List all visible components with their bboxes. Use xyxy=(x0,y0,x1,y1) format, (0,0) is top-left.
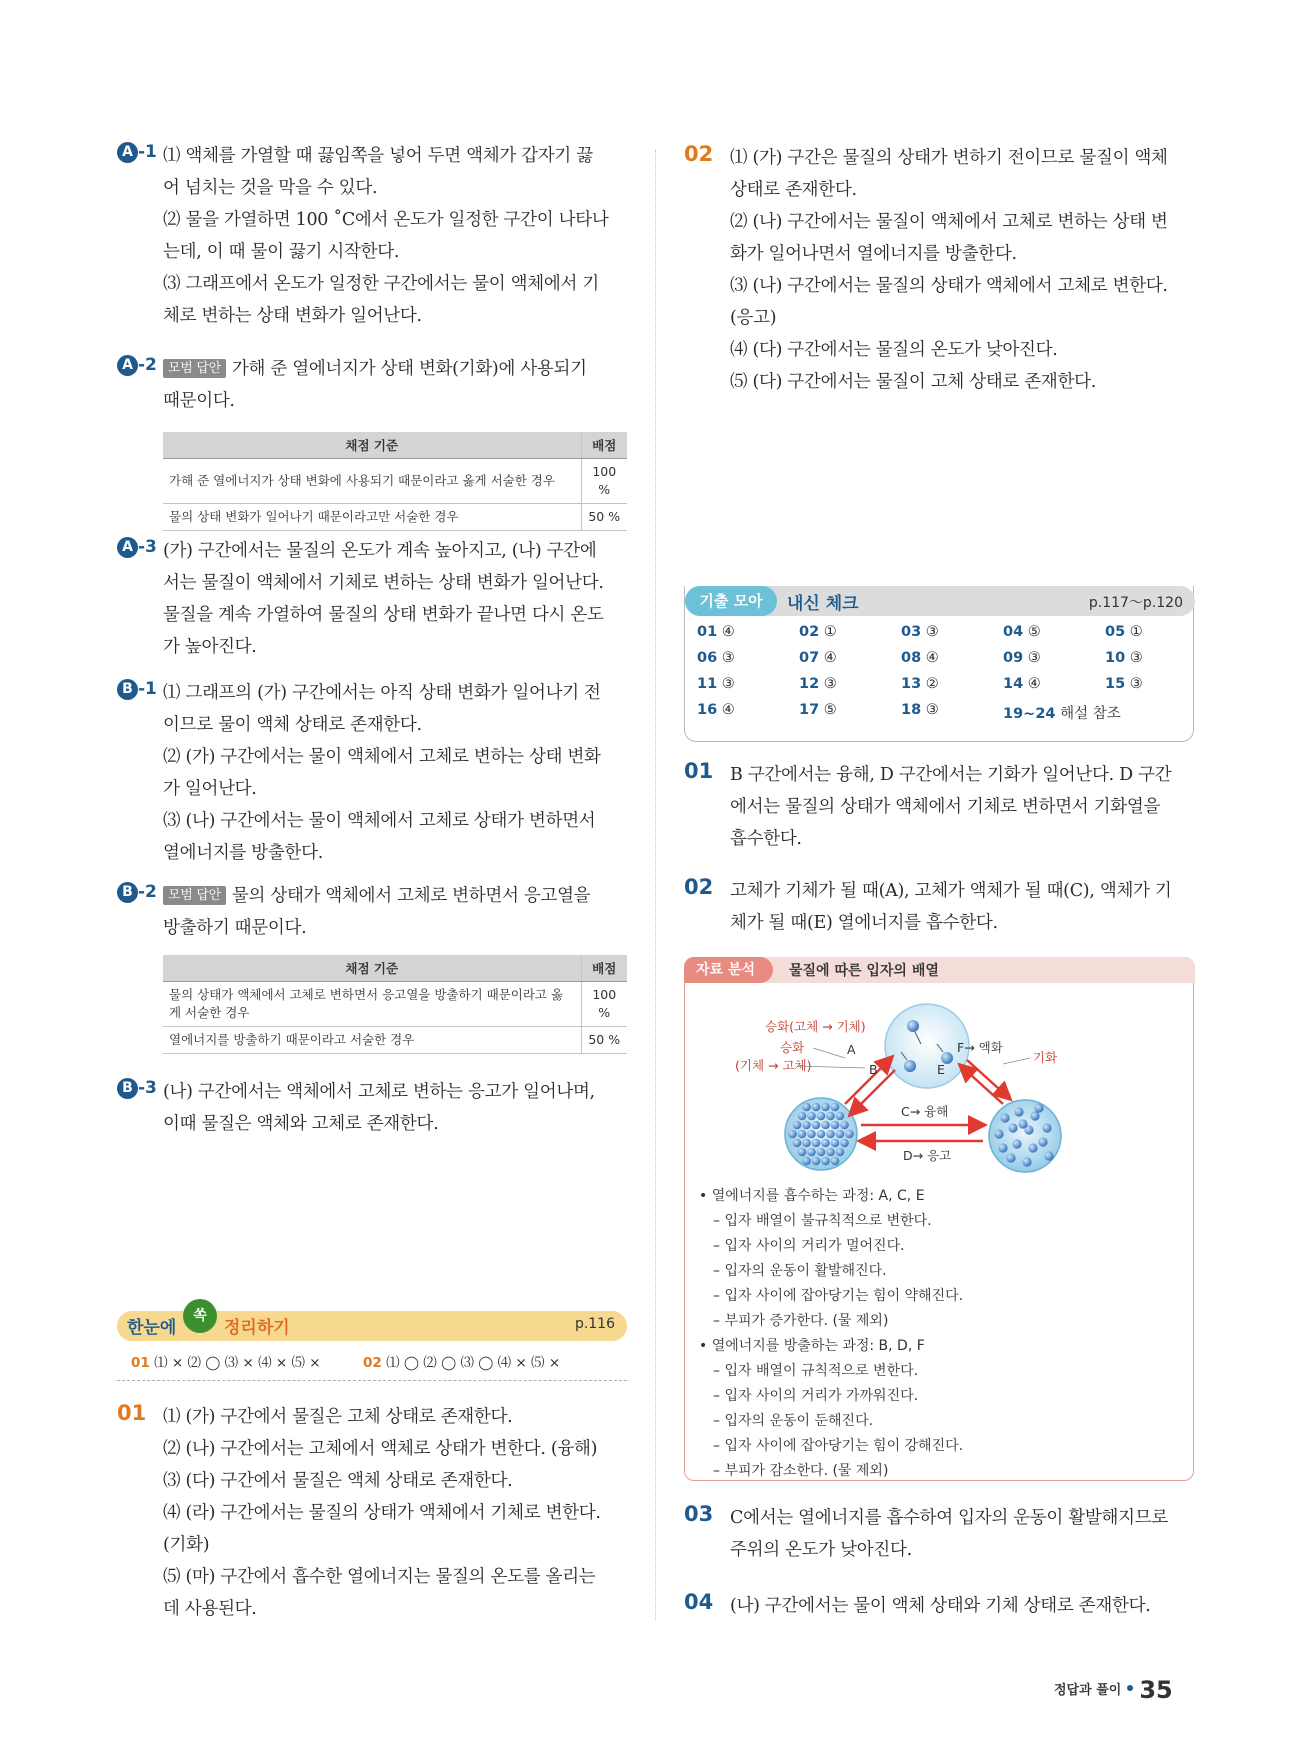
line: 고체가 기체가 될 때(A), 고체가 액체가 될 때(C), 액체가 기 xyxy=(730,881,1172,901)
release-item: – 부피가 감소한다. (물 제외) xyxy=(713,1463,889,1479)
line: 화가 일어나면서 열에너지를 방출한다. xyxy=(730,244,1017,264)
absorb-item: – 입자의 운동이 활발해진다. xyxy=(713,1263,887,1279)
answer-cell: 12 ③ xyxy=(799,676,837,692)
answer-cell: 07 ④ xyxy=(799,650,837,666)
line: (나) 구간에서는 물이 액체 상태와 기체 상태로 존재한다. xyxy=(730,1596,1151,1616)
line: B 구간에서는 융해, D 구간에서는 기화가 일어난다. D 구간 xyxy=(730,765,1172,785)
line: ⑴ 그래프의 (가) 구간에서는 아직 상태 변화가 일어나기 전 xyxy=(163,683,601,703)
answer-cell: 16 ④ xyxy=(697,702,735,718)
answer-cell: 08 ④ xyxy=(901,650,939,666)
release-item: – 입자의 운동이 둔해진다. xyxy=(713,1413,874,1429)
table-header: 채점 기준 xyxy=(163,955,581,981)
line: 이므로 물이 액체 상태로 존재한다. xyxy=(163,715,422,735)
data-analysis-box xyxy=(684,957,1194,1481)
check-title: 내신 체크 xyxy=(787,594,859,614)
answer-cell: 01 ④ xyxy=(697,624,735,640)
naesin-check-header xyxy=(685,586,1195,616)
table-row: 가해 준 열에너지가 상태 변화에 사용되기 때문이라고 옳게 서술한 경우 100 % xyxy=(163,458,627,503)
table-row: 물의 상태 변화가 일어나기 때문이라고만 서술한 경우 50 % xyxy=(163,503,627,530)
analysis-header xyxy=(685,957,1195,983)
line: 는데, 이 때 물이 끓기 시작한다. xyxy=(163,242,400,262)
line: 가 높아진다. xyxy=(163,637,257,657)
answer-cell: 04 ⑤ xyxy=(1003,624,1041,640)
scoring-table-a2 xyxy=(163,432,627,531)
label-sublimation-solid-gas: 승화(고체 → 기체) xyxy=(765,1019,866,1034)
label-e: E xyxy=(937,1062,945,1077)
column-divider xyxy=(655,150,656,1620)
question-number: 04 xyxy=(684,1590,714,1614)
line: ⑷ (라) 구간에서는 물질의 상태가 액체에서 기체로 변한다. xyxy=(163,1503,601,1523)
marker-a1: A -1 xyxy=(117,142,157,163)
question-number: 01 xyxy=(684,759,714,783)
line: 체가 될 때(E) 열에너지를 흡수한다. xyxy=(730,913,998,933)
answer-cell: 19~24 해설 참조 xyxy=(1003,706,1121,722)
marker-b3: B -3 xyxy=(117,1078,157,1099)
question-number: 02 xyxy=(684,875,714,899)
line: ⑵ (가) 구간에서는 물이 액체에서 고체로 변하는 상태 변화 xyxy=(163,747,601,767)
line: ⑴ (가) 구간은 물질의 상태가 변하기 전이므로 물질이 액체 xyxy=(730,148,1168,168)
scoring-table-b2 xyxy=(163,955,627,1054)
line: 가 일어난다. xyxy=(163,779,257,799)
line: C에서는 열에너지를 흡수하여 입자의 운동이 활발해지므로 xyxy=(730,1508,1168,1528)
line: 물질을 계속 가열하여 물질의 상태 변화가 끝나면 다시 온도 xyxy=(163,605,604,625)
line: (응고) xyxy=(730,308,777,328)
footer-dot-icon xyxy=(1127,1685,1133,1691)
release-item: – 입자 사이의 거리가 가까워진다. xyxy=(713,1388,919,1404)
summary-title-a: 한눈에 xyxy=(127,1318,177,1338)
line: 물의 상태가 액체에서 고체로 변하면서 응고열을 xyxy=(231,886,591,906)
answer-c02 xyxy=(684,875,1194,939)
release-item: – 입자 배열이 규칙적으로 변한다. xyxy=(713,1363,919,1379)
summary-title-b: 정리하기 xyxy=(224,1318,290,1338)
answer-cell: 17 ⑤ xyxy=(799,702,837,718)
line: ⑶ (나) 구간에서는 물이 액체에서 고체로 상태가 변하면서 xyxy=(163,811,596,831)
table-header: 배점 xyxy=(581,955,627,981)
answer-cell: 03 ③ xyxy=(901,624,939,640)
answer-b1 xyxy=(117,677,627,869)
phase-change-diagram xyxy=(685,988,1193,1188)
question-number: 02 xyxy=(684,142,714,166)
line: (나) 구간에서는 액체에서 고체로 변하는 응고가 일어나며, xyxy=(163,1082,595,1102)
naesin-check-box xyxy=(684,586,1194,742)
label-vaporization: 기화 xyxy=(1033,1050,1058,1065)
answer-cell: 02 ① xyxy=(799,624,837,640)
summary-bubble: 쏙 xyxy=(183,1299,217,1333)
page-footer xyxy=(1054,1676,1173,1704)
line: ⑵ (나) 구간에서는 고체에서 액체로 상태가 변한다. (융해) xyxy=(163,1439,598,1459)
answer-cell: 06 ③ xyxy=(697,650,735,666)
line: 데 사용된다. xyxy=(163,1599,257,1619)
summary-item-01: 01 ⑴ × ⑵ ◯ ⑶ × ⑷ × ⑸ × xyxy=(131,1355,321,1371)
answer-q02 xyxy=(684,142,1194,398)
line: 에서는 물질의 상태가 액체에서 기체로 변하면서 기화열을 xyxy=(730,797,1161,817)
marker-a2: A -2 xyxy=(117,355,157,376)
label-b: B xyxy=(869,1062,878,1077)
footer-label: 정답과 풀이 xyxy=(1054,1683,1122,1698)
line: ⑴ (가) 구간에서 물질은 고체 상태로 존재한다. xyxy=(163,1407,513,1427)
marker-b2: B -2 xyxy=(117,882,157,903)
line: (기화) xyxy=(163,1535,210,1555)
answer-c03 xyxy=(684,1502,1194,1566)
analysis-title: 물질에 따른 입자의 배열 xyxy=(789,963,939,979)
model-answer-tag: 모범 답안 xyxy=(163,359,226,378)
line: 상태로 존재한다. xyxy=(730,180,857,200)
table-row: 열에너지를 방출하기 때문이라고 서술한 경우 50 % xyxy=(163,1026,627,1053)
answer-cell: 10 ③ xyxy=(1105,650,1143,666)
summary-divider xyxy=(117,1380,627,1381)
label-sublimation-gas-solid: (기체 → 고체) xyxy=(735,1058,812,1073)
answer-cell: 05 ① xyxy=(1105,624,1143,640)
answer-cell: 14 ④ xyxy=(1003,676,1041,692)
absorb-item: – 입자 사이에 잡아당기는 힘이 약해진다. xyxy=(713,1288,964,1304)
answer-c04 xyxy=(684,1590,1194,1622)
answer-a1 xyxy=(117,140,627,332)
line: ⑵ 물을 가열하면 100 ˚C에서 온도가 일정한 구간이 나타나 xyxy=(163,210,609,230)
table-header: 채점 기준 xyxy=(163,432,581,458)
line: 주위의 온도가 낮아진다. xyxy=(730,1540,912,1560)
label-d-solidification: D→ 응고 xyxy=(903,1148,952,1163)
line: 어 넘치는 것을 막을 수 있다. xyxy=(163,178,378,198)
page-number: 35 xyxy=(1139,1676,1173,1704)
answer-q01 xyxy=(117,1401,627,1625)
analysis-tag: 자료 분석 xyxy=(684,957,773,983)
summary-item-02: 02 ⑴ ◯ ⑵ ◯ ⑶ ◯ ⑷ × ⑸ × xyxy=(363,1355,561,1371)
line: 서는 물질이 액체에서 기체로 변하는 상태 변화가 일어난다. xyxy=(163,573,604,593)
line: 이때 물질은 액체와 고체로 존재한다. xyxy=(163,1114,439,1134)
model-answer-tag: 모범 답안 xyxy=(163,886,226,905)
answer-cell: 18 ③ xyxy=(901,702,939,718)
marker-b1: B -1 xyxy=(117,679,157,700)
line: 가해 준 열에너지가 상태 변화(기화)에 사용되기 xyxy=(231,359,587,379)
line: ⑶ 그래프에서 온도가 일정한 구간에서는 물이 액체에서 기 xyxy=(163,274,599,294)
marker-a3: A -3 xyxy=(117,537,157,558)
label-f-condensation: F→ 액화 xyxy=(957,1040,1003,1055)
line: ⑶ (다) 구간에서 물질은 액체 상태로 존재한다. xyxy=(163,1471,513,1491)
answer-cell: 09 ③ xyxy=(1003,650,1041,666)
line: 흡수한다. xyxy=(730,829,802,849)
absorb-item: – 입자 사이의 거리가 멀어진다. xyxy=(713,1238,905,1254)
answer-cell: 11 ③ xyxy=(697,676,735,692)
table-row: 물의 상태가 액체에서 고체로 변하면서 응고열을 방출하기 때문이라고 옳게 서술한 경우 100 % xyxy=(163,981,627,1026)
answer-a3 xyxy=(117,535,627,663)
release-heading: • 열에너지를 방출하는 과정: B, D, F xyxy=(699,1338,925,1354)
label-sublimation: 승화 xyxy=(780,1040,805,1055)
question-number: 03 xyxy=(684,1502,714,1526)
line: ⑸ (다) 구간에서는 물질이 고체 상태로 존재한다. xyxy=(730,372,1096,392)
answer-a2 xyxy=(117,353,627,417)
analysis-points xyxy=(699,1184,1179,1484)
answer-b3 xyxy=(117,1076,627,1140)
line: (가) 구간에서는 물질의 온도가 계속 높아지고, (나) 구간에 xyxy=(163,541,597,561)
liquid-particles-icon xyxy=(989,1100,1061,1172)
check-page-ref: p.117～p.120 xyxy=(1088,595,1183,611)
answer-c01 xyxy=(684,759,1194,855)
answer-cell: 13 ② xyxy=(901,676,939,692)
line: 체로 변하는 상태 변화가 일어난다. xyxy=(163,306,422,326)
summary-page-ref: p.116 xyxy=(574,1316,615,1332)
summary-banner xyxy=(117,1308,627,1341)
release-item: – 입자 사이에 잡아당기는 힘이 강해진다. xyxy=(713,1438,964,1454)
absorb-item: – 부피가 증가한다. (물 제외) xyxy=(713,1313,889,1329)
line: 방출하기 때문이다. xyxy=(163,918,307,938)
line: 때문이다. xyxy=(163,391,235,411)
line: ⑴ 액체를 가열할 때 끓임쪽을 넣어 두면 액체가 갑자기 끓 xyxy=(163,146,593,166)
line: ⑵ (나) 구간에서는 물질이 액체에서 고체로 변하는 상태 변 xyxy=(730,212,1168,232)
absorb-item: – 입자 배열이 불규칙적으로 변한다. xyxy=(713,1213,932,1229)
line: 열에너지를 방출한다. xyxy=(163,843,323,863)
absorb-heading: • 열에너지를 흡수하는 과정: A, C, E xyxy=(699,1188,925,1204)
line: ⑶ (나) 구간에서는 물질의 상태가 액체에서 고체로 변한다. xyxy=(730,276,1168,296)
table-header: 배점 xyxy=(581,432,627,458)
solid-particles-icon xyxy=(785,1098,857,1170)
label-a: A xyxy=(847,1042,856,1057)
answer-b2 xyxy=(117,880,627,944)
answer-cell: 15 ③ xyxy=(1105,676,1143,692)
check-tab: 기출 모아 xyxy=(685,586,777,616)
question-number: 01 xyxy=(117,1401,147,1425)
label-c-melting: C→ 융해 xyxy=(901,1104,949,1119)
line: ⑷ (다) 구간에서는 물질의 온도가 낮아진다. xyxy=(730,340,1058,360)
line: ⑸ (마) 구간에서 흡수한 열에너지는 물질의 온도를 올리는 xyxy=(163,1567,596,1587)
